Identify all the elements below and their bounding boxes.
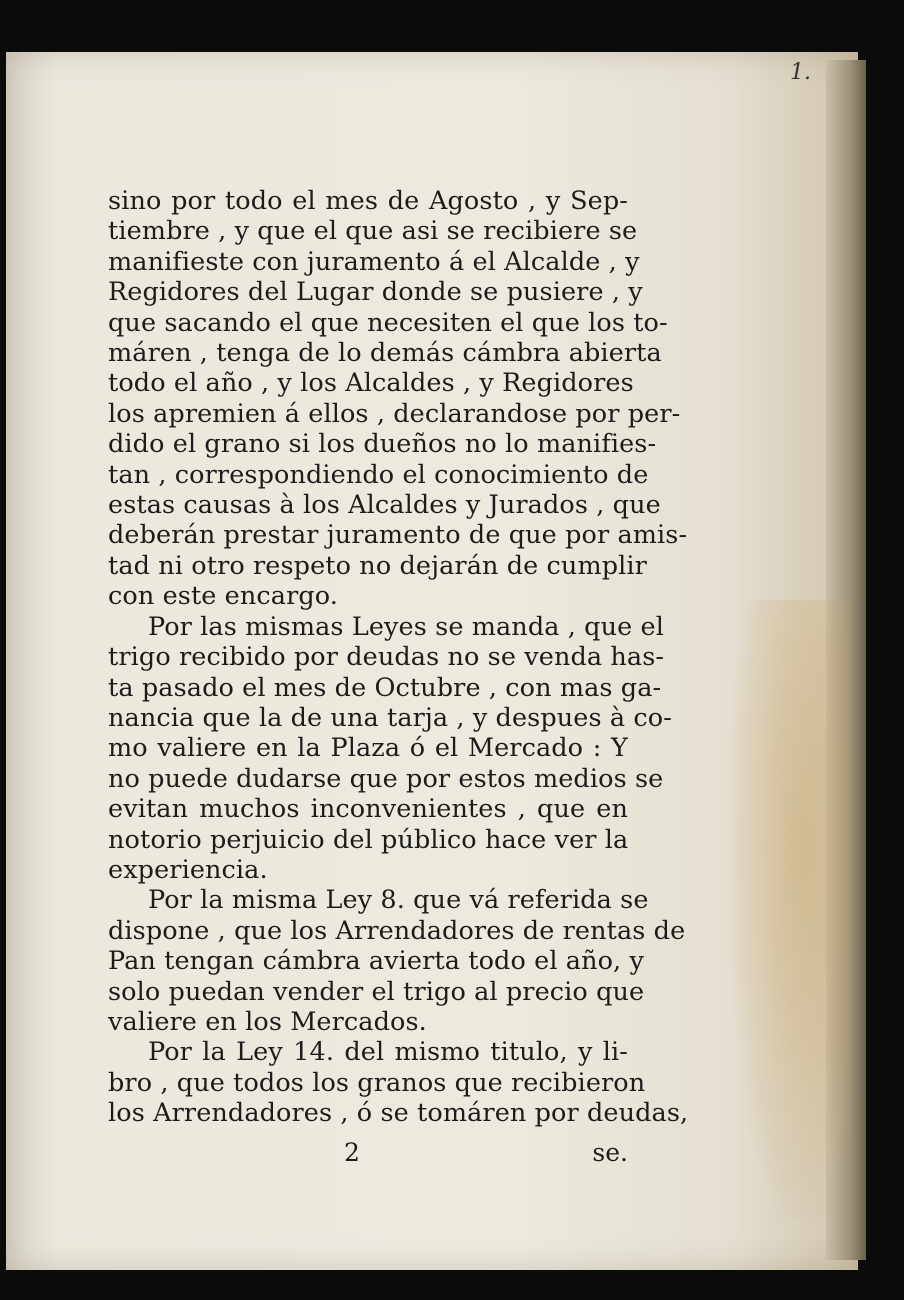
text-line: Por la misma Ley 8. que vá referida se bbox=[148, 885, 649, 916]
signature-mark: 2 bbox=[344, 1138, 360, 1167]
water-stain bbox=[730, 600, 850, 1220]
text-line: trigo recibido por deudas no se venda has- bbox=[108, 642, 665, 673]
text-line: estas causas à los Alcaldes y Jurados , que bbox=[108, 490, 661, 521]
text-line: bro , que todos los granos que recibieron bbox=[108, 1067, 646, 1098]
text-line: nancia que la de una tarja , y despues à co- bbox=[108, 702, 672, 733]
text-line: máren , tenga de lo demás cámbra abierta bbox=[108, 338, 662, 369]
text-line: notorio perjuicio del público hace ver la bbox=[108, 824, 629, 855]
text-line: no puede dudarse que por estos medios se bbox=[108, 763, 664, 794]
page-footer bbox=[108, 1138, 628, 1170]
body-text bbox=[108, 186, 689, 1129]
text-line: Pan tengan cámbra avierta todo el año, y bbox=[108, 946, 644, 977]
folio-number: 1. bbox=[790, 60, 811, 85]
text-line: sino por todo el mes de Agosto , y Sep- bbox=[108, 186, 628, 216]
text-line: dispone , que los Arrendadores de rentas de bbox=[108, 915, 686, 946]
text-line: solo puedan vender el trigo al precio que bbox=[108, 976, 645, 1007]
text-line: manifieste con juramento á el Alcalde , y bbox=[108, 246, 640, 277]
catchword: se. bbox=[592, 1138, 628, 1167]
text-line: deberán prestar juramento de que por amis- bbox=[108, 520, 688, 551]
text-line: que sacando el que necesiten el que los to- bbox=[108, 307, 668, 338]
text-line: mo valiere en la Plaza ó el Mercado : Y bbox=[108, 733, 628, 764]
text-line: valiere en los Mercados. bbox=[108, 1006, 427, 1037]
text-line: tad ni otro respeto no dejarán de cumplir bbox=[108, 550, 647, 581]
text-line: Por la Ley 14. del mismo titulo, y li- bbox=[148, 1037, 628, 1068]
text-line: experiencia. bbox=[108, 854, 268, 885]
text-line: dido el grano si los dueños no lo manifies- bbox=[108, 429, 657, 460]
text-line: Por las mismas Leyes se manda , que el bbox=[148, 611, 664, 642]
text-line: con este encargo. bbox=[108, 581, 339, 612]
text-line: tiembre , y que el que asi se recibiere se bbox=[108, 216, 638, 247]
text-line: los Arrendadores , ó se tomáren por deudas, bbox=[108, 1098, 689, 1129]
text-line: tan , correspondiendo el conocimiento de bbox=[108, 459, 649, 490]
text-line: todo el año , y los Alcaldes , y Regidores bbox=[108, 368, 634, 399]
text-line: los apremien á ellos , declarandose por per- bbox=[108, 398, 681, 429]
text-line: ta pasado el mes de Octubre , con mas ga- bbox=[108, 672, 662, 703]
text-line: evitan muchos inconvenientes , que en bbox=[108, 794, 628, 825]
text-line: Regidores del Lugar donde se pusiere , y bbox=[108, 277, 643, 308]
